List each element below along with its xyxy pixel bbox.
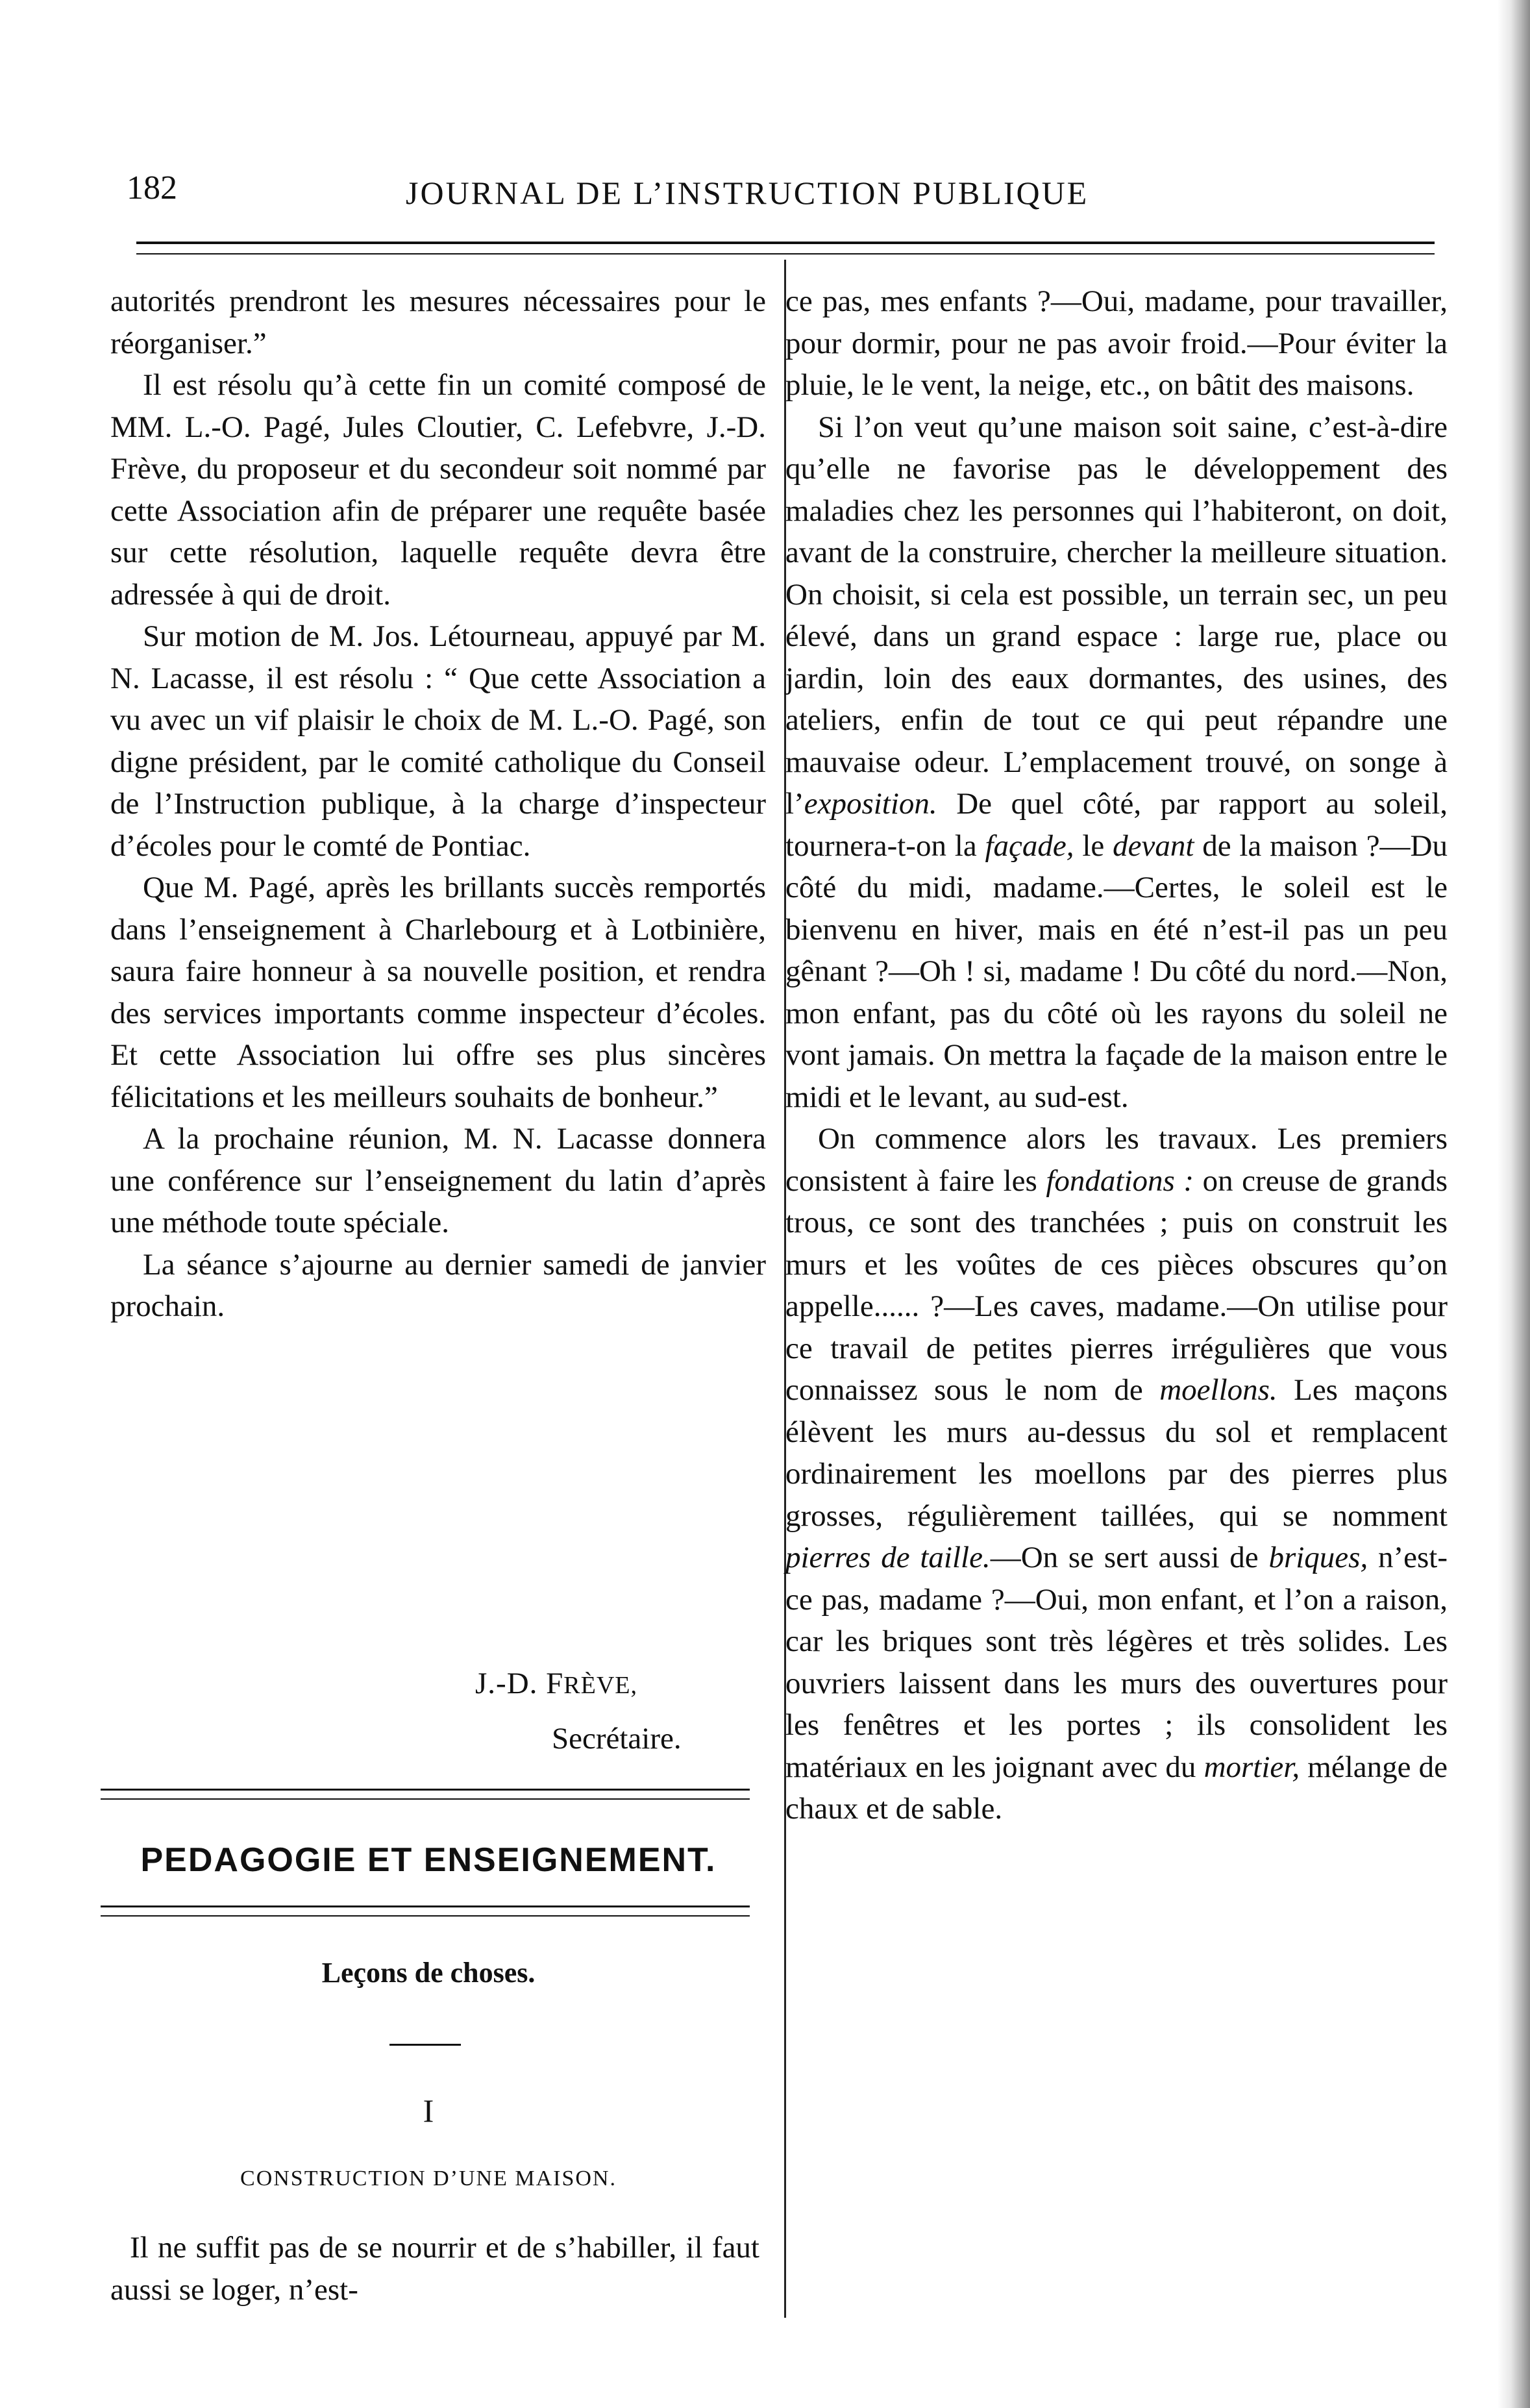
paragraph: autorités prendront les mesures nécessaires pour le réorganiser.”	[110, 284, 766, 360]
italic-term: moellons.	[1159, 1373, 1277, 1407]
lesson-intro	[110, 2227, 759, 2311]
page-number: 182	[127, 169, 177, 206]
journal-title: JOURNAL DE L’INSTRUCTION PUBLIQUE	[406, 175, 1089, 211]
paragraph: La séance s’ajourne au dernier samedi de janvier prochain.	[110, 1247, 766, 1323]
paragraph: A la prochaine réunion, M. N. Lacasse donnera une conférence sur l’enseignement du latin d’après une méthode toute spéciale.	[110, 1122, 766, 1239]
signature-initials: J.-D. F	[475, 1667, 564, 1700]
text-run: Si l’on veut qu’une maison soit saine, c’est-à-dire qu’elle ne favorise pas le développement des maladies chez les personnes qui l’habiteront, on doit, avant de la construire, chercher la meilleure situation. On choisit, si cela est possible, un terrain sec, un peu élevé, dans un grand espace : large rue, place ou jardin, loin des eaux dormantes, des usines, des ateliers, enfin de tout ce qui peut répandre une mauvaise odeur. L’emplacement trouvé, on songe à l’	[785, 410, 1448, 821]
text-run: mélange de chaux et de sable.	[785, 1750, 1448, 1826]
text-run: On commence alors les travaux. Les premiers consistent à faire les	[785, 1122, 1448, 1198]
italic-term: pierres de taille.	[785, 1541, 991, 1574]
italic-term: mortier,	[1203, 1750, 1300, 1784]
paragraph: Il ne suffit pas de se nourrir et de s’habiller, il faut aussi se loger, n’est-	[110, 2231, 759, 2307]
lesson-title: CONSTRUCTION D’UNE MAISON.	[240, 2166, 617, 2191]
text-run: —On se sert aussi de	[990, 1541, 1269, 1574]
paragraph: Il est résolu qu’à cette fin un comité composé de MM. L.-O. Pagé, Jules Cloutier, C. Lefebvre, J.-D. Frève, du proposeur et du secondeur soit nommé par cette Association afin de préparer une requête basée sur cette résolution, laquelle requête devra être adressée à qui de droit.	[110, 368, 766, 612]
lesson-subheading: Leçons de choses.	[321, 1957, 536, 1989]
short-rule	[389, 2044, 461, 2046]
paragraph: ce pas, mes enfants ?—Oui, madame, pour travailler, pour dormir, pour ne pas avoir froid.—Pour éviter la pluie, le le vent, la neige, etc., on bâtit des maisons.	[785, 284, 1448, 402]
section-rule-bottom	[101, 1905, 750, 1917]
text-run: on creuse de grands trous, ce sont des tranchées ; puis on construit les murs et les voûtes de ces pièces obscures qu’on appelle...... ?—Les caves, madame.—On utilise pour ce travail de petites pierres irrégulières que vous connaissez sous le nom de	[785, 1163, 1448, 1407]
italic-term: devant	[1113, 828, 1194, 863]
paragraph	[785, 1118, 1448, 1830]
text-run: n’est-ce pas, madame ?—Oui, mon enfant, et l’on a raison, car les briques sont très légères et très solides. Les ouvriers laissent dans les murs des ouvertures pour les fenêtres et les portes ; ils consolident les matériaux en les joignant avec du	[785, 1541, 1448, 1784]
paragraph: Que M. Pagé, après les brillants succès remportés dans l’enseignement à Charlebourg et à Lotbinière, saura faire honneur à sa nouvelle position, et rendra des services importants comme inspecteur d’écoles. Et cette Association lui offre ses plus sincères félicitations et les meilleurs souhaits de bonheur.”	[110, 871, 766, 1114]
lesson-number: I	[423, 2092, 434, 2129]
signature-role: Secrétaire.	[552, 1722, 682, 1756]
text-run: le	[1074, 828, 1113, 863]
italic-term: briques,	[1268, 1541, 1368, 1574]
paragraph	[785, 406, 1448, 1119]
section-heading: PEDAGOGIE ET ENSEIGNEMENT.	[140, 1841, 717, 1879]
paragraph: Sur motion de M. Jos. Létourneau, appuyé par M. N. Lacasse, il est résolu : “ Que cette Association a vu avec un vif plaisir le choix de M. L.-O. Pagé, son digne président, par le comité catholique du Conseil de l’Instruction publique, à la charge d’inspecteur d’écoles pour le comté de Pontiac.	[110, 619, 766, 863]
text-run: Les maçons élèvent les murs au-dessus du sol et remplacent ordinairement les moellons par des pierres plus grosses, régulièrement taillées, qui se nomment	[785, 1373, 1448, 1533]
italic-term: façade,	[985, 828, 1074, 863]
right-column	[785, 280, 1448, 1830]
text-run: De quel côté, par rapport au soleil, tournera-t-on la	[785, 787, 1448, 863]
header-rule	[136, 242, 1435, 254]
page-edge-shadow	[1498, 0, 1530, 2408]
left-column	[110, 280, 766, 1328]
page-header	[127, 169, 1441, 221]
signature-name	[475, 1666, 637, 1701]
text-run: de la maison ?—Du côté du midi, madame.—Certes, le soleil est le bienvenu en hiver, mais en été n’est-il pas un peu gênant ?—Oh ! si, madame ! Du côté du nord.—Non, mon enfant, pas du côté où les rayons du soleil ne vont jamais. On mettra la façade de la maison entre le midi et le levant, au sud-est.	[785, 828, 1448, 1114]
italic-term: exposition.	[804, 787, 937, 821]
section-rule-top	[101, 1789, 750, 1800]
signature-smallcaps: RÈVE,	[563, 1672, 637, 1699]
italic-term: fondations :	[1046, 1163, 1194, 1198]
